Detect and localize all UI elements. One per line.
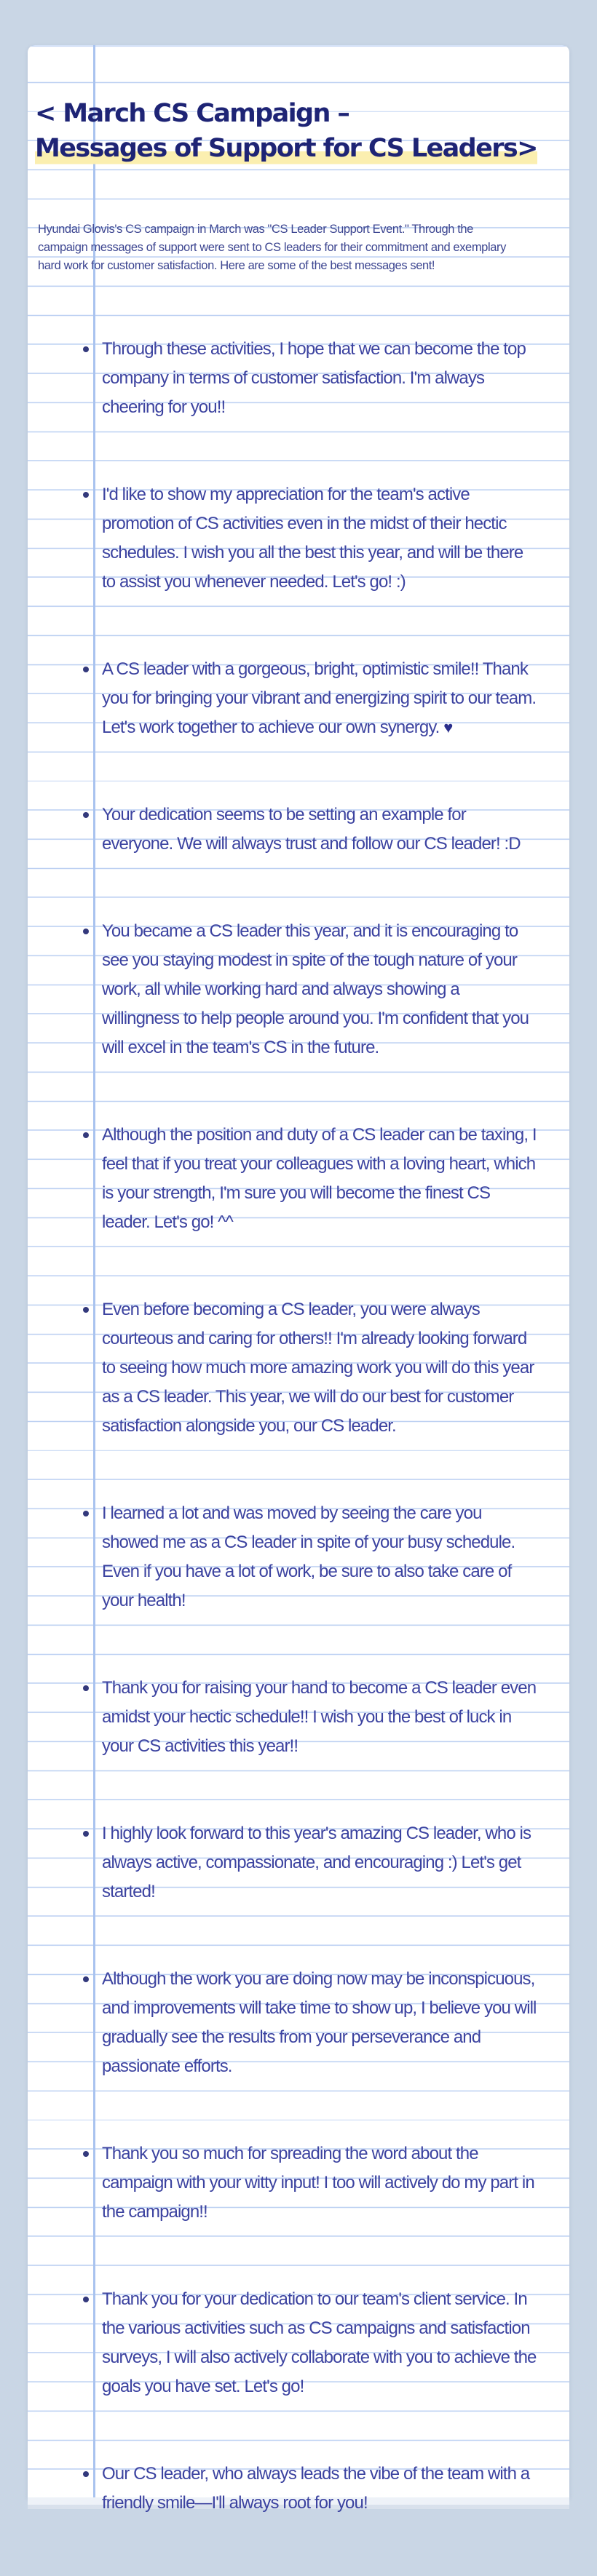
list-item xyxy=(71,1965,537,2081)
bullet-icon xyxy=(83,1685,89,1691)
bullet-icon xyxy=(83,1976,89,1982)
message-text: I learned a lot and was moved by seeing the care you showed me as a CS leader in spite of your busy schedule. Even if you have a lot of work, be sure to also take care of your health! xyxy=(102,1503,515,1610)
message-text: Although the work you are doing now may be inconspicuous, and improvements will take time to show up, I believe you will gradually see the results from your perseverance and passionate efforts. xyxy=(102,1969,537,2076)
list-item xyxy=(71,1295,537,1441)
list-item xyxy=(71,480,537,597)
list-item xyxy=(71,1819,537,1907)
intro-paragraph: Hyundai Glovis's CS campaign in March was "CS Leader Support Event." Through the campaign messages of support were sent to CS leaders for their commitment and exemplary hard work for customer satisfaction. Here are some of the best messages sent! xyxy=(38,223,506,272)
bullet-icon xyxy=(83,2151,89,2157)
bullet-icon xyxy=(83,2297,89,2302)
bullet-icon xyxy=(83,346,89,352)
message-text: Thank you for raising your hand to become a CS leader even amidst your hectic schedule!! I wish you the best of luck in your CS activities this year!! xyxy=(102,1678,537,1756)
message-text xyxy=(102,655,537,742)
message-text: Thank you for your dedication to our team's client service. In the various activities such as CS campaigns and satisfaction surveys, I will also actively collaborate with you to achieve the goals you have set. Let's go! xyxy=(102,2289,537,2396)
message-text: You became a CS leader this year, and it is encouraging to see you staying modest in spite of the tough nature of your work, all while working hard and always showing a willingness to help people around you. I'm confident that you will excel in the team's CS in the future. xyxy=(102,921,529,1057)
list-item xyxy=(71,2285,537,2401)
message-text: I highly look forward to this year's amazing CS leader, who is always active, compassionate, and encouraging :) Let's get started! xyxy=(102,1824,531,1901)
list-item xyxy=(71,2139,537,2227)
message-text: Although the position and duty of a CS leader can be taxing, I feel that if you treat your colleagues with a loving heart, which is your strength, I'm sure you will become the finest CS leader. Let's go! ^^ xyxy=(102,1125,537,1232)
message-text-body: A CS leader with a gorgeous, bright, optimistic smile!! Thank you for bringing your vibrant and energizing spirit to our team. Let's work together to achieve our own synergy. xyxy=(102,659,537,737)
bullet-icon xyxy=(83,1511,89,1516)
bullet-icon xyxy=(83,667,89,672)
message-text: I'd like to show my appreciation for the team's active promotion of CS activities even in the midst of their hectic schedules. I wish you all the best this year, and will be there to assist you whenever needed. Let's go! :) xyxy=(102,485,523,592)
message-text: Even before becoming a CS leader, you were always courteous and caring for others!! I'm already looking forward to seeing how much more amazing work you will do this year as a CS leader. This year, we will do our best for customer satisfaction alongside you, our CS leader. xyxy=(102,1300,534,1436)
bullet-icon xyxy=(83,1132,89,1138)
bullet-icon xyxy=(83,1831,89,1837)
list-item xyxy=(71,655,537,742)
title-line-1: < March CS Campaign – xyxy=(35,99,349,128)
message-text: Our CS leader, who always leads the vibe of the team with a friendly smile—I'll always root for you! xyxy=(102,2464,530,2513)
bullet-icon xyxy=(83,929,89,934)
list-item xyxy=(71,1674,537,1761)
message-list xyxy=(71,335,537,2576)
message-text: Thank you so much for spreading the word about the campaign with your witty input! I too will actively do my part in the campaign!! xyxy=(102,2144,534,2222)
list-item xyxy=(71,1499,537,1615)
list-item xyxy=(71,335,537,422)
page-title xyxy=(35,96,537,166)
list-item xyxy=(71,917,537,1062)
list-item xyxy=(71,1121,537,1237)
heart-icon: ♥ xyxy=(443,718,453,736)
list-item xyxy=(71,2460,537,2518)
message-text: Through these activities, I hope that we can become the top company in terms of customer satisfaction. I'm always cheering for you!! xyxy=(102,339,526,417)
list-item xyxy=(71,800,537,859)
message-text: Your dedication seems to be setting an example for everyone. We will always trust and follow our CS leader! :D xyxy=(102,805,521,854)
bullet-icon xyxy=(83,2471,89,2477)
title-line-2: Messages of Support for CS Leaders> xyxy=(35,131,537,166)
bullet-icon xyxy=(83,812,89,818)
bullet-icon xyxy=(83,1307,89,1313)
bullet-icon xyxy=(83,492,89,498)
